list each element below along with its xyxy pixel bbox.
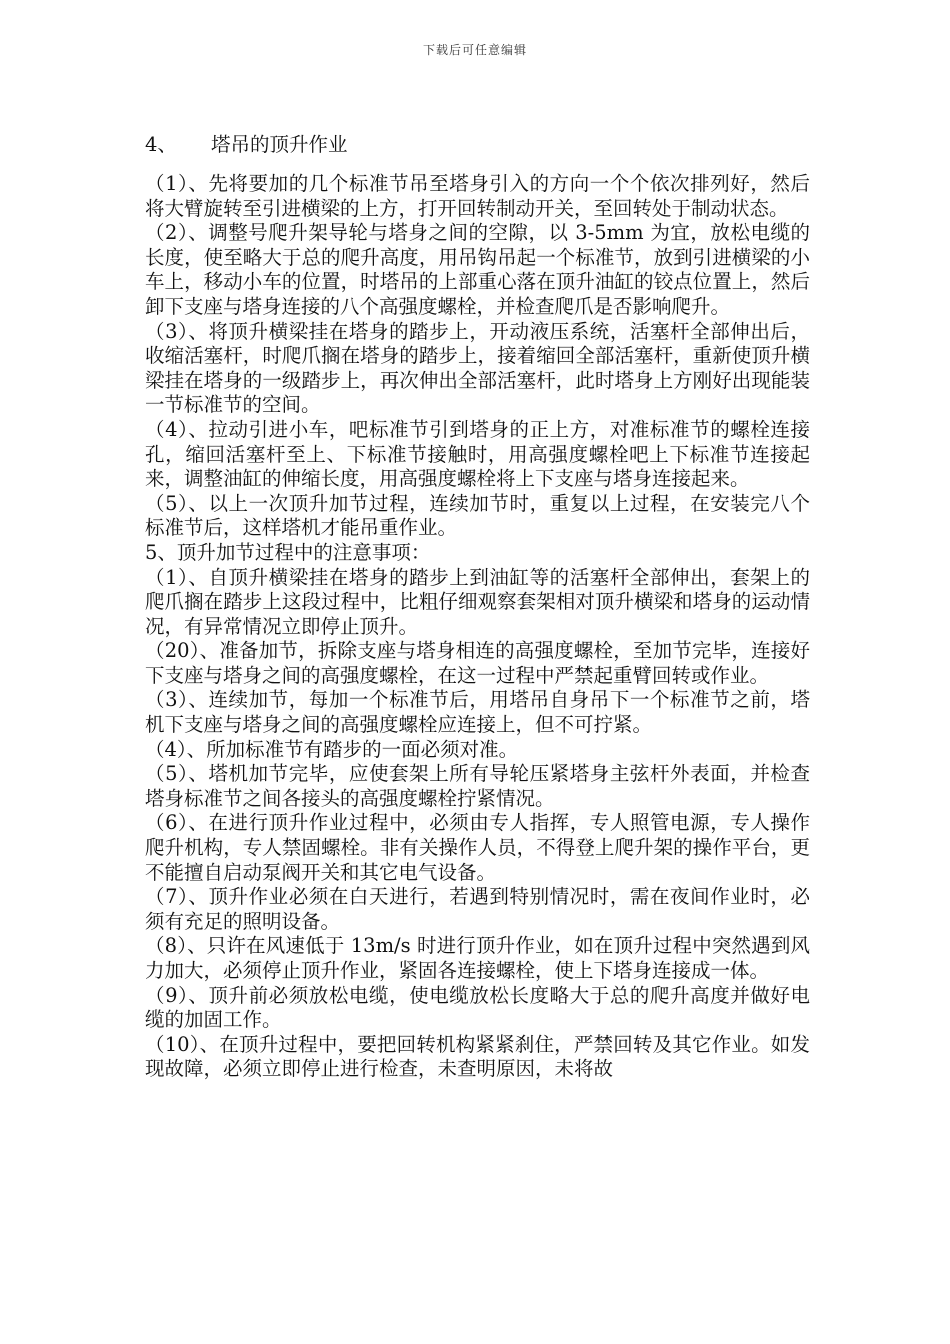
- paragraph-note-5: （5）、塔机加节完毕，应使套架上所有导轮压紧塔身主弦杆外表面，并检查塔身标准节之间各接头的高强度螺栓拧紧情况。: [145, 762, 810, 810]
- paragraph-note-4: （4）、所加标准节有踏步的一面必须对准。: [145, 737, 519, 761]
- page-header: 下载后可任意编辑: [422, 43, 527, 57]
- section-title-text: 塔吊的顶升作业: [211, 133, 348, 156]
- section-heading: [145, 132, 810, 158]
- paragraph-step-5: （5）、以上一次顶升加节过程，连续加节时，重复以上过程，在安装完八个标准节后，这样塔机才能吊重作业。: [145, 491, 810, 540]
- paragraph-note-2: （20）、准备加节，拆除支座与塔身相连的高强度螺栓，至加节完毕，连接好下支座与塔身之间的高强度螺栓，在这一过程中严禁起重臂回转或作业。: [145, 639, 810, 687]
- subsection-heading: 5、顶升加节过程中的注意事项：: [145, 540, 431, 564]
- paragraph-note-9: （9）、顶升前必须放松电缆，使电缆放松长度略大于总的爬升高度并做好电缆的加固工作。: [145, 983, 810, 1032]
- paragraph-step-2: （2）、调整号爬升架导轮与塔身之间的空隙，以 3-5mm 为宜，放松电缆的长度，使至略大于总的爬升高度，用吊钩吊起一个标准节，放到引进横梁的小车上，移动小车的位置，时塔吊的上部重心落在顶升油缸的铰点位置上，然后卸下支座与塔身连接的八个高强度螺栓，并检查爬爪是否影响爬升。: [145, 221, 810, 318]
- paragraph-step-1: （1）、先将要加的几个标准节吊至塔身引入的方向一个个依次排列好，然后将大臂旋转至引进横梁的上方，打开回转制动开关，至回转处于制动状态。: [145, 172, 810, 220]
- paragraph-step-3: （3）、将顶升横梁挂在塔身的踏步上，开动液压系统，活塞杆全部伸出后，收缩活塞杆，时爬爪搁在塔身的踏步上，接着缩回全部活塞杆，重新使顶升横梁挂在塔身的一级踏步上，再次伸出全部活塞杆，此时塔身上方刚好出现能装一节标准节的空间。: [145, 319, 810, 417]
- paragraph-note-6: （6）、在进行顶升作业过程中，必须由专人指挥，专人照管电源，专人操作爬升机构，专人禁固螺栓。非有关操作人员，不得登上爬升架的操作平台，更不能擅自启动泵阀开关和其它电气设备。: [145, 811, 810, 884]
- paragraph-note-1: （1）、自顶升横梁挂在塔身的踏步上到油缸等的活塞杆全部伸出，套架上的爬爪搁在踏步上这段过程中，比粗仔细观察套架相对顶升横梁和塔身的运动情况，有异常情况立即停止顶升。: [145, 565, 810, 638]
- paragraph-note-3: （3）、连续加节，每加一个标准节后，用塔吊自身吊下一个标准节之前，塔机下支座与塔身之间的高强度螺栓应连接上，但不可拧紧。: [145, 688, 810, 737]
- section-number: 4、: [145, 133, 177, 156]
- paragraph-note-10: （10）、在顶升过程中，要把回转机构紧紧刹住，严禁回转及其它作业。如发现故障，必须立即停止进行检查，未查明原因，未将故: [145, 1032, 810, 1081]
- document-body: [145, 132, 810, 1082]
- paragraph-note-8: （8）、只许在风速低于 13m/s 时进行顶升作业，如在顶升过程中突然遇到风力加大，必须停止顶升作业，紧固各连接螺栓，使上下塔身连接成一体。: [145, 934, 810, 982]
- paragraph-note-7: （7）、顶升作业必须在白天进行，若遇到特别情况时，需在夜间作业时，必须有充足的照明设备。: [145, 885, 810, 933]
- paragraph-step-4: （4）、拉动引进小车，吧标准节引到塔身的正上方，对准标准节的螺栓连接孔，缩回活塞杆至上、下标准节接触时，用高强度螺栓吧上下标准节连接起来，调整油缸的伸缩长度，用高强度螺栓将上下支座与塔身连接起来。: [145, 417, 810, 491]
